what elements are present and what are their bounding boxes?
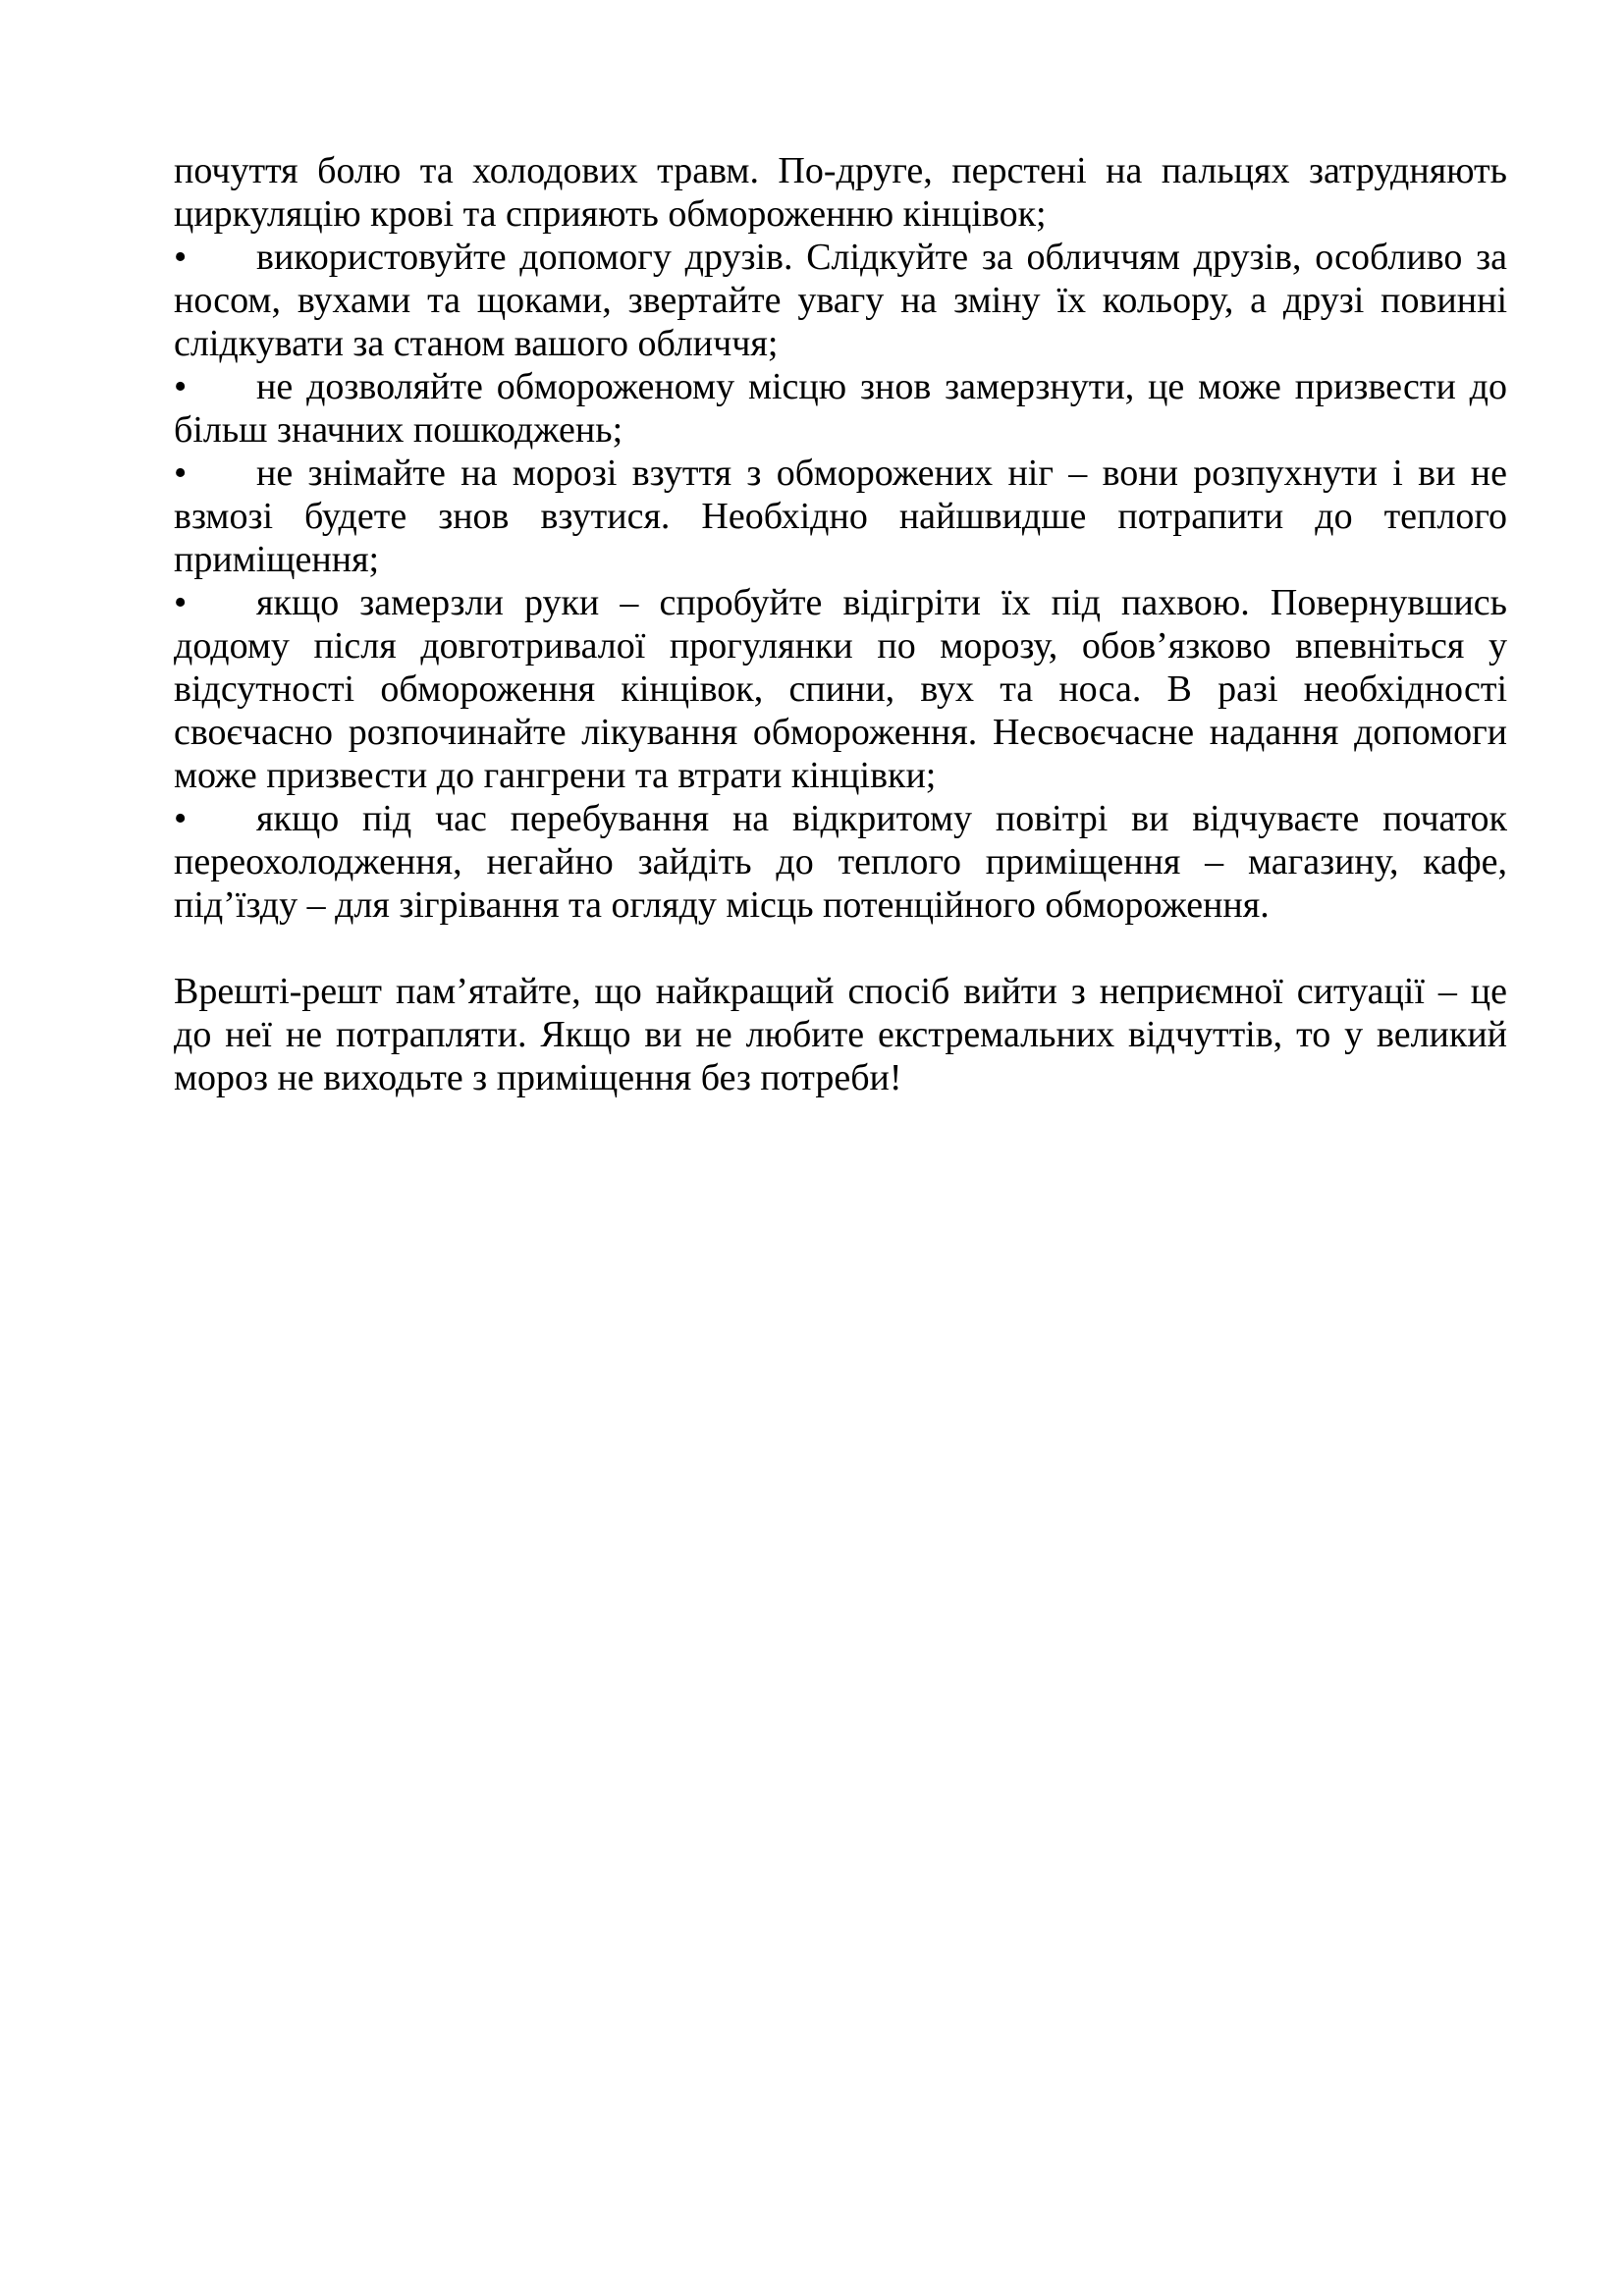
bullet-item	[174, 797, 1507, 927]
bullet-item	[174, 365, 1507, 452]
bullet-marker-icon: •	[174, 582, 188, 623]
paragraph-continuation: почуття болю та холодових травм. По-друге, перстені на пальцях затрудняють циркуляцію крові та сприяють обмороженню кінцівок;	[174, 150, 1507, 235]
closing-paragraph: Врешті-решт пам’ятайте, що найкращий спосіб вийти з неприємної ситуації – це до неї не потрапляти. Якщо ви не любите екстремальних відчуттів, то у великий мороз не виходьте з приміщення без потреби!	[174, 971, 1507, 1098]
bullet-marker-icon: •	[174, 366, 188, 407]
bullet-marker-icon: •	[174, 453, 188, 494]
bullet-marker-icon: •	[174, 798, 188, 839]
bullet-text: якщо під час перебування на відкритому повітрі ви відчуваєте початок переохолодження, негайно зайдіть до теплого приміщення – магазину, кафе, під’їзду – для зігрівання та огляду місць потенційного обмороження.	[174, 798, 1507, 926]
bullet-text: використовуйте допомогу друзів. Слідкуйте за обличчям друзів, особливо за носом, вухами та щоками, звертайте увагу на зміну їх кольору, а друзі повинні слідкувати за станом вашого обличчя;	[174, 237, 1507, 364]
bullet-item	[174, 581, 1507, 797]
bullet-item	[174, 236, 1507, 365]
bullet-marker-icon: •	[174, 237, 188, 278]
bullet-text: не дозволяйте обмороженому місцю знов замерзнути, це може призвести до більш значних пошкоджень;	[174, 366, 1507, 451]
bullet-item	[174, 452, 1507, 581]
bullet-text: не знімайте на морозі взуття з обморожених ніг – вони розпухнути і ви не взмозі будете знов взутися. Необхідно найшвидше потрапити до теплого приміщення;	[174, 453, 1507, 580]
bullet-text: якщо замерзли руки – спробуйте відігріти їх під пахвою. Повернувшись додому після довготривалої прогулянки по морозу, обов’язково впевніться у відсутності обмороження кінцівок, спини, вух та носа. В разі необхідності своєчасно розпочинайте лікування обмороження. Несвоєчасне надання допомоги може призвести до гангрени та втрати кінцівки;	[174, 582, 1507, 796]
